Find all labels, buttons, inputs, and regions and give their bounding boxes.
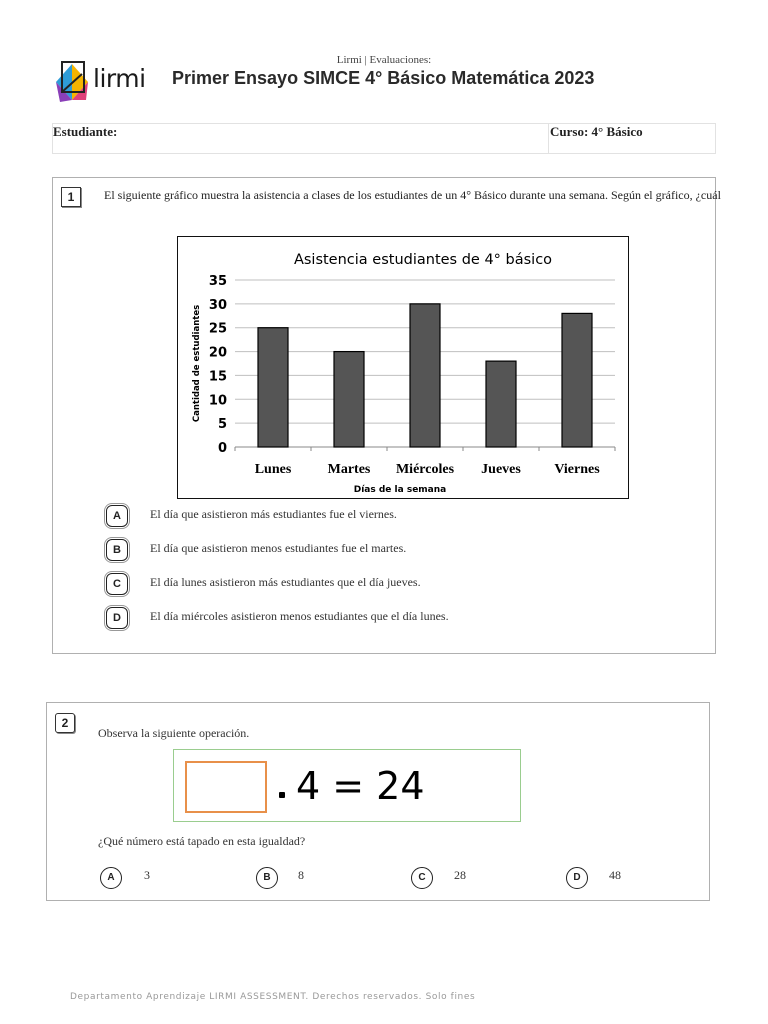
question-2-number: 2 [55, 713, 75, 733]
x-tick-label: Lunes [254, 462, 292, 477]
option-d-text: El día miércoles asistieron menos estudiantes que el día lunes. [150, 609, 449, 623]
student-row-divider [548, 123, 549, 154]
y-tick-label: 10 [208, 393, 227, 409]
org-label: Lirmi | Evaluaciones: [336, 54, 432, 66]
x-tick-label: Viernes [554, 462, 600, 477]
student-label: Estudiante: [53, 124, 118, 139]
page-title: Primer Ensayo SIMCE 4° Básico Matemática 2023 [172, 68, 595, 88]
bar-miércoles [410, 304, 440, 447]
bar-lunes [258, 328, 288, 447]
q2-option-b-button[interactable]: B [256, 867, 278, 889]
hidden-number-square [185, 761, 267, 813]
option-c-text: El día lunes asistieron más estudiantes que el día jueves. [150, 575, 421, 589]
option-b-text: El día que asistieron menos estudiantes fue el martes. [150, 541, 407, 555]
y-tick-label: 5 [217, 417, 227, 433]
option-b-button[interactable]: B [106, 539, 128, 561]
question-2-text: ¿Qué número está tapado en esta igualdad? [98, 834, 306, 848]
option-a-text: El día que asistieron más estudiantes fue el viernes. [150, 507, 397, 521]
bar-martes [334, 352, 364, 447]
attendance-chart [177, 236, 629, 499]
lirmi-logo-icon [52, 60, 92, 106]
option-c-button[interactable]: C [106, 573, 128, 595]
q2-option-a-button[interactable]: A [100, 867, 122, 889]
y-tick-label: 15 [208, 369, 227, 385]
q2-option-b-value: 8 [298, 868, 304, 882]
multiplication-dot [279, 792, 285, 798]
attendance-chart-svg [178, 237, 628, 498]
option-a-button[interactable]: A [106, 505, 128, 527]
x-tick-label: Jueves [481, 462, 521, 477]
x-axis-label: Días de la semana [353, 485, 447, 495]
y-tick-label: 25 [208, 321, 227, 337]
course-label: Curso: 4° Básico [550, 124, 643, 139]
bar-jueves [486, 361, 516, 447]
logo-text: lirmi [93, 64, 146, 93]
q2-option-a-value: 3 [144, 868, 150, 882]
question-1-text: El siguiente gráfico muestra la asistencia a clases de los estudiantes de un 4° Básico durante una semana. Según el gráfico, ¿cuál [104, 188, 721, 202]
q2-option-c-value: 28 [454, 868, 466, 882]
y-tick-label: 0 [217, 441, 227, 456]
y-tick-label: 35 [208, 274, 227, 289]
chart-title: Asistencia estudiantes de 4° básico [293, 252, 553, 268]
y-axis-label: Cantidad de estudiantes [192, 304, 202, 423]
equation-text: 4 = 24 [296, 764, 425, 808]
footer-text: Departamento Aprendizaje LIRMI ASSESSMENT. Derechos reservados. Solo fines [70, 992, 476, 1002]
option-d-button[interactable]: D [106, 607, 128, 629]
q2-option-d-value: 48 [609, 868, 621, 882]
q2-option-d-button[interactable]: D [566, 867, 588, 889]
x-tick-label: Martes [327, 462, 371, 477]
y-tick-label: 20 [208, 345, 227, 361]
question-2-intro: Observa la siguiente operación. [98, 726, 250, 740]
question-1-number: 1 [61, 187, 81, 207]
x-tick-label: Miércoles [395, 462, 455, 477]
y-tick-label: 30 [208, 297, 227, 313]
q2-option-c-button[interactable]: C [411, 867, 433, 889]
bar-viernes [562, 313, 592, 447]
